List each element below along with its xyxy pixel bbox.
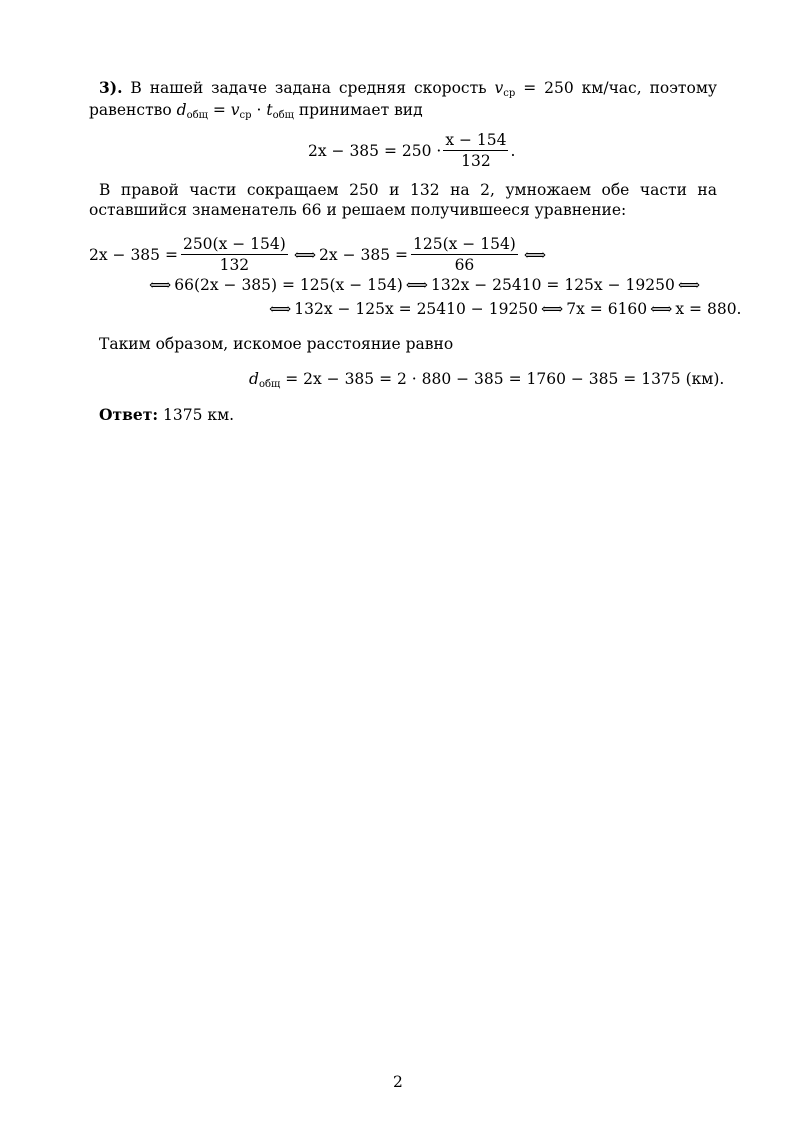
fraction: $\frac{250(x - 154)}{132}$ [182,235,286,275]
chain-row-2: ⟺ 66(2x − 385) = 125(x − 154) ⟺ 132x − 25410 = 125x − 19250 ⟺ [146,275,703,295]
answer-value: 1375 км. [163,406,235,424]
answer-line [99,405,234,425]
chain-row-1: 2x − 385 = $\frac{250(x - 154)}{132}$ ⟺ 2x − 385 = $\frac{125(x - 154)}{66}$ ⟺ [89,234,549,275]
iff-arrow: ⟺ [541,300,564,318]
iff-arrow: ⟺ [405,276,429,294]
page-number: 2 [393,1073,403,1091]
equation-1: 2x − 385 = 250 · $\frac{x - 154}{132}$ . [308,131,516,171]
iff-arrow: ⟺ [269,300,292,318]
part-label: 3). [99,78,123,97]
iff-arrow: ⟺ [650,300,673,318]
iff-arrow: ⟺ [677,276,701,294]
chain-row-3: ⟺ 132x − 125x = 25410 − 19250 ⟺ 7x = 6160 ⟺ x = 880. [266,299,742,319]
iff-arrow: ⟺ [523,245,547,264]
fraction: $\frac{125(x - 154)}{66}$ [413,235,516,275]
iff-arrow: ⟺ [293,245,317,264]
iff-arrow: ⟺ [149,276,172,294]
answer-label: Ответ: [99,405,159,424]
final-equation: $d_{общ} = 2x - 385 = 2 \cdot 880 - 385 = 1760 - 385 = 1375$ (км). [249,370,725,390]
explanation-paragraph: В правой части сокращаем 250 и 132 на 2, умножаем обе части на оставшийся знаменатель 66 и решаем получившееся уравнение: [89,181,717,220]
fraction: $\frac{x - 154}{132}$ [445,131,507,171]
conclusion-paragraph: Таким образом, искомое расстояние равно [99,335,454,353]
intro-paragraph: 3). В нашей задаче задана средняя скорость $v_{ср} = 250$ км/час, поэтому равенство $d_{общ} = v_{ср} \cdot t_{общ}$ принимает вид [89,78,717,121]
